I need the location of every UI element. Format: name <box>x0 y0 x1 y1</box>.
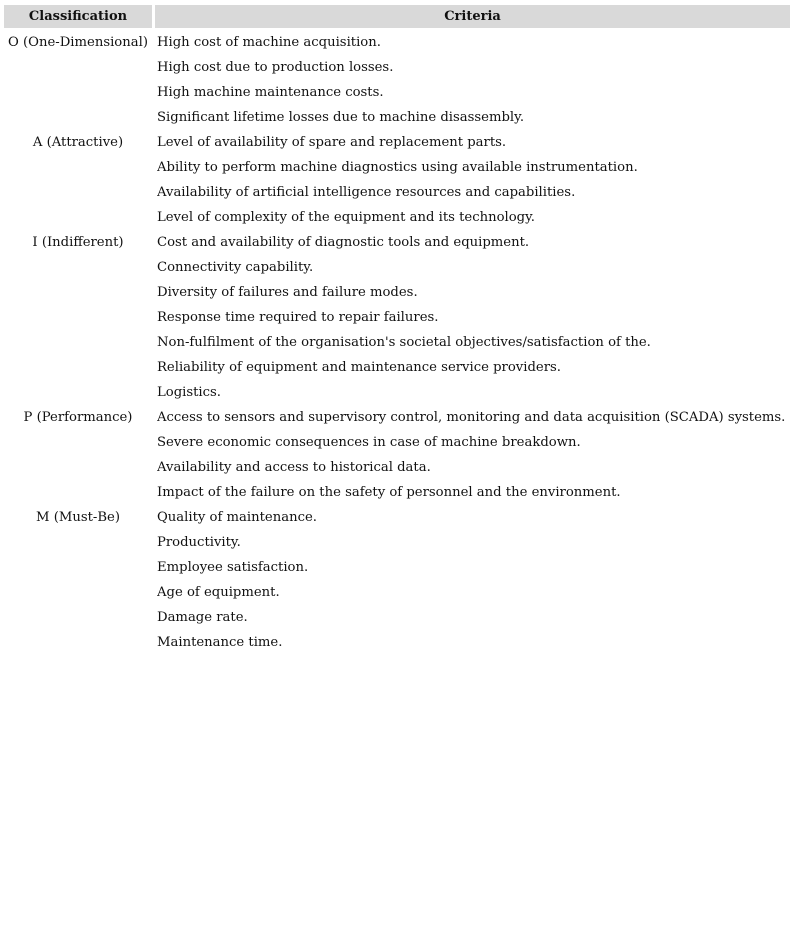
classification-cell <box>4 380 152 405</box>
classification-cell: I (Indifferent) <box>32 235 124 250</box>
criteria-cell: Access to sensors and supervisory control, monitoring and data acquisition (SCADA) systems. <box>157 410 786 425</box>
criteria-cell: Logistics. <box>157 385 221 400</box>
criteria-cell: Severe economic consequences in case of machine breakdown. <box>157 435 581 450</box>
criteria-cell: Impact of the failure on the safety of personnel and the environment. <box>157 485 621 500</box>
classification-cell <box>4 80 152 105</box>
table-row <box>4 455 790 480</box>
table-row <box>4 130 790 155</box>
classification-cell <box>4 555 152 580</box>
table-row <box>4 480 790 505</box>
criteria-cell: Level of complexity of the equipment and its technology. <box>157 210 535 225</box>
classification-cell <box>4 430 152 455</box>
table-row <box>4 630 790 655</box>
criteria-cell: Reliability of equipment and maintenance service providers. <box>157 360 561 375</box>
table-row <box>4 230 790 255</box>
criteria-cell: Damage rate. <box>157 610 248 625</box>
table-row <box>4 580 790 605</box>
table-row <box>4 180 790 205</box>
table-row <box>4 530 790 555</box>
criteria-cell: Connectivity capability. <box>157 260 314 275</box>
classification-cell: P (Performance) <box>23 410 133 425</box>
classification-cell: A (Attractive) <box>32 135 124 150</box>
table-row <box>4 305 790 330</box>
table-row <box>4 55 790 80</box>
classification-cell <box>4 455 152 480</box>
table-row <box>4 30 790 55</box>
classification-cell <box>4 155 152 180</box>
table-row <box>4 155 790 180</box>
header-criteria: Criteria <box>155 5 790 28</box>
table-row <box>4 80 790 105</box>
classification-cell <box>4 630 152 655</box>
criteria-cell: Availability and access to historical data. <box>157 460 431 475</box>
criteria-cell: Availability of artificial intelligence resources and capabilities. <box>157 185 576 200</box>
criteria-cell: Ability to perform machine diagnostics using available instrumentation. <box>157 160 638 175</box>
classification-cell <box>4 180 152 205</box>
table-row <box>4 280 790 305</box>
criteria-cell: Level of availability of spare and replacement parts. <box>157 135 507 150</box>
classification-cell: M (Must-Be) <box>36 510 120 525</box>
table-row <box>4 105 790 130</box>
criteria-cell: Diversity of failures and failure modes. <box>157 285 418 300</box>
classification-cell <box>4 105 152 130</box>
table-row <box>4 330 790 355</box>
criteria-cell: Age of equipment. <box>157 585 280 600</box>
classification-cell <box>4 530 152 555</box>
classification-cell <box>4 580 152 605</box>
criteria-cell: Significant lifetime losses due to machine disassembly. <box>157 110 525 125</box>
classification-cell <box>4 305 152 330</box>
table-body <box>4 30 790 655</box>
table-row <box>4 555 790 580</box>
criteria-cell: High cost due to production losses. <box>157 60 394 75</box>
header-classification: Classification <box>4 5 152 28</box>
classification-cell <box>4 330 152 355</box>
criteria-cell: High machine maintenance costs. <box>157 85 384 100</box>
table-row <box>4 355 790 380</box>
classification-cell: O (One-Dimensional) <box>8 35 148 50</box>
criteria-cell: Cost and availability of diagnostic tools and equipment. <box>157 235 530 250</box>
criteria-cell: Productivity. <box>157 535 241 550</box>
criteria-cell: High cost of machine acquisition. <box>157 35 381 50</box>
classification-cell <box>4 355 152 380</box>
classification-cell <box>4 55 152 80</box>
table-row <box>4 605 790 630</box>
table-row <box>4 205 790 230</box>
classification-cell <box>4 605 152 630</box>
table-row <box>4 405 790 430</box>
table-row <box>4 505 790 530</box>
classification-cell <box>4 205 152 230</box>
criteria-table <box>4 5 790 655</box>
table-row <box>4 380 790 405</box>
criteria-cell: Non-fulfilment of the organisation's societal objectives/satisfaction of the. <box>157 335 651 350</box>
table-row <box>4 430 790 455</box>
criteria-cell: Maintenance time. <box>157 635 283 650</box>
classification-cell <box>4 480 152 505</box>
table-row <box>4 255 790 280</box>
criteria-cell: Response time required to repair failures. <box>157 310 439 325</box>
criteria-cell: Employee satisfaction. <box>157 560 309 575</box>
classification-cell <box>4 255 152 280</box>
criteria-cell: Quality of maintenance. <box>157 510 317 525</box>
table-header <box>4 5 790 28</box>
classification-cell <box>4 280 152 305</box>
